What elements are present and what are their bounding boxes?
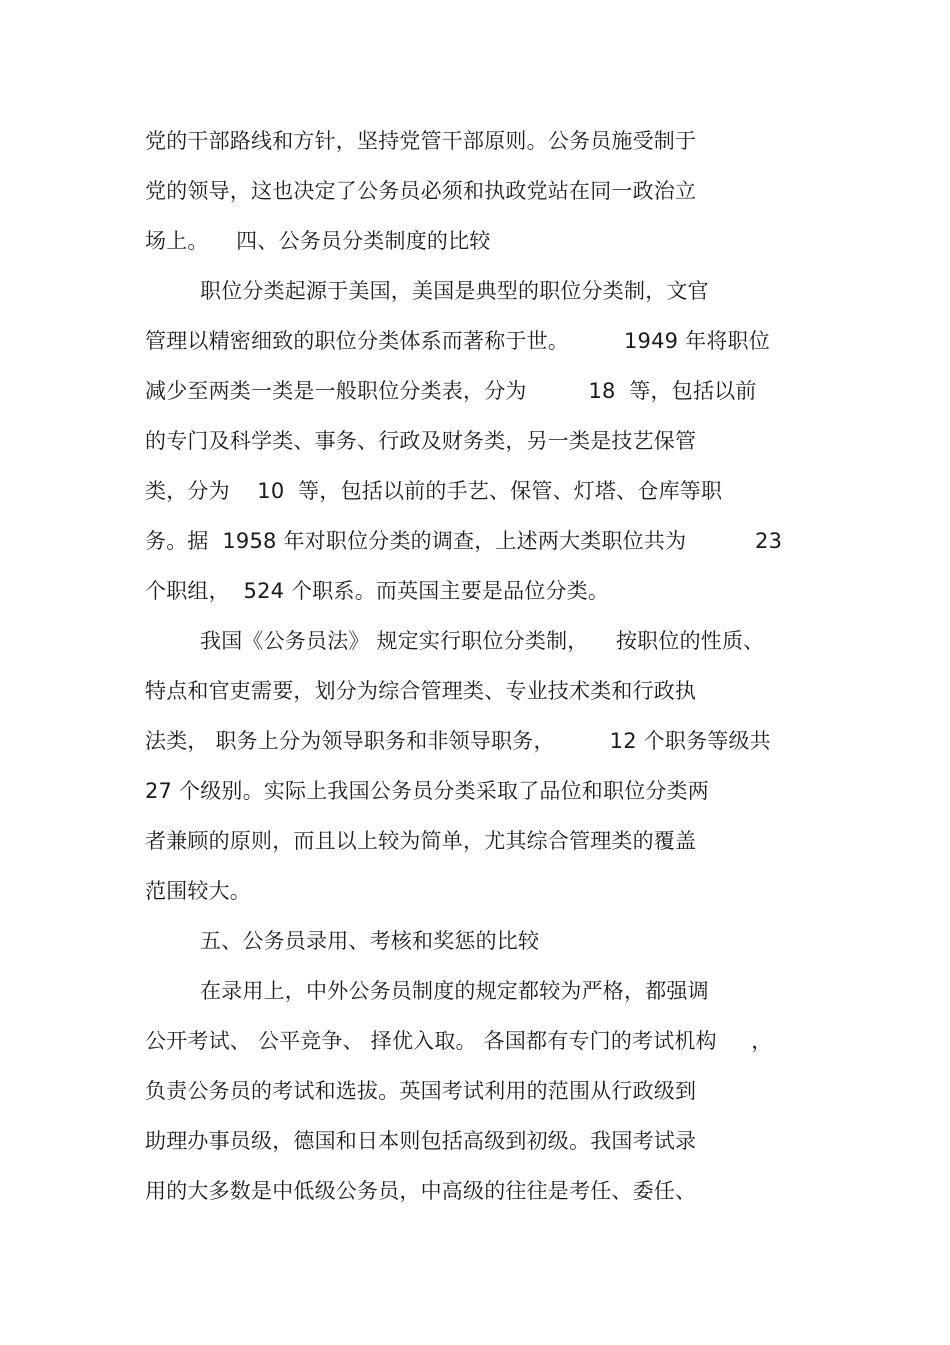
text-line: 法类， 职务上分为领导职务和非领导职务， 12 个职务等级共: [145, 729, 771, 753]
text-line: 特点和官吏需要，划分为综合管理类、专业技术类和行政执: [145, 679, 697, 703]
section-heading-line: 场上。 四、公务员分类制度的比较: [145, 229, 491, 253]
text-line: 个职组， 524 个职系。而英国主要是品位分类。: [145, 579, 610, 603]
text-line: 职位分类起源于美国，美国是典型的职位分类制，文官: [145, 279, 709, 303]
text-line: 负责公务员的考试和选拔。英国考试利用的范围从行政级到: [145, 1079, 697, 1103]
text-line: 者兼顾的原则，而且以上较为简单，尤其综合管理类的覆盖: [145, 829, 697, 853]
text-line: 范围较大。: [145, 879, 251, 903]
text-line: 管理以精密细致的职位分类体系而著称于世。 1949 年将职位: [145, 329, 770, 353]
text-line: 务。据 1958 年对职位分类的调查，上述两大类职位共为 23: [145, 529, 783, 553]
text-line: 党的领导，这也决定了公务员必须和执政党站在同一政治立: [145, 179, 697, 203]
text-line: 类，分为 10 等，包括以前的手艺、保管、灯塔、仓库等职: [145, 479, 723, 503]
text-line: 27 个级别。实际上我国公务员分类采取了品位和职位分类两: [145, 779, 709, 803]
text-line: 减少至两类一类是一般职位分类表，分为 18 等，包括以前: [145, 379, 757, 403]
text-line: 公开考试、 公平竞争、 择优入取。 各国都有专门的考试机构 ，: [145, 1029, 773, 1053]
text-line: 在录用上，中外公务员制度的规定都较为严格，都强调: [145, 979, 709, 1003]
text-line: 我国《公务员法》 规定实行职位分类制， 按职位的性质、: [145, 629, 765, 653]
section-heading-line: 五、公务员录用、考核和奖惩的比较: [145, 929, 540, 953]
text-line: 用的大多数是中低级公务员，中高级的往往是考任、委任、: [145, 1179, 697, 1203]
text-line: 助理办事员级，德国和日本则包括高级到初级。我国考试录: [145, 1129, 697, 1153]
text-line: 的专门及科学类、事务、行政及财务类，另一类是技艺保管: [145, 429, 697, 453]
text-line: 党的干部路线和方针，坚持党管干部原则。公务员施受制于: [145, 129, 697, 153]
